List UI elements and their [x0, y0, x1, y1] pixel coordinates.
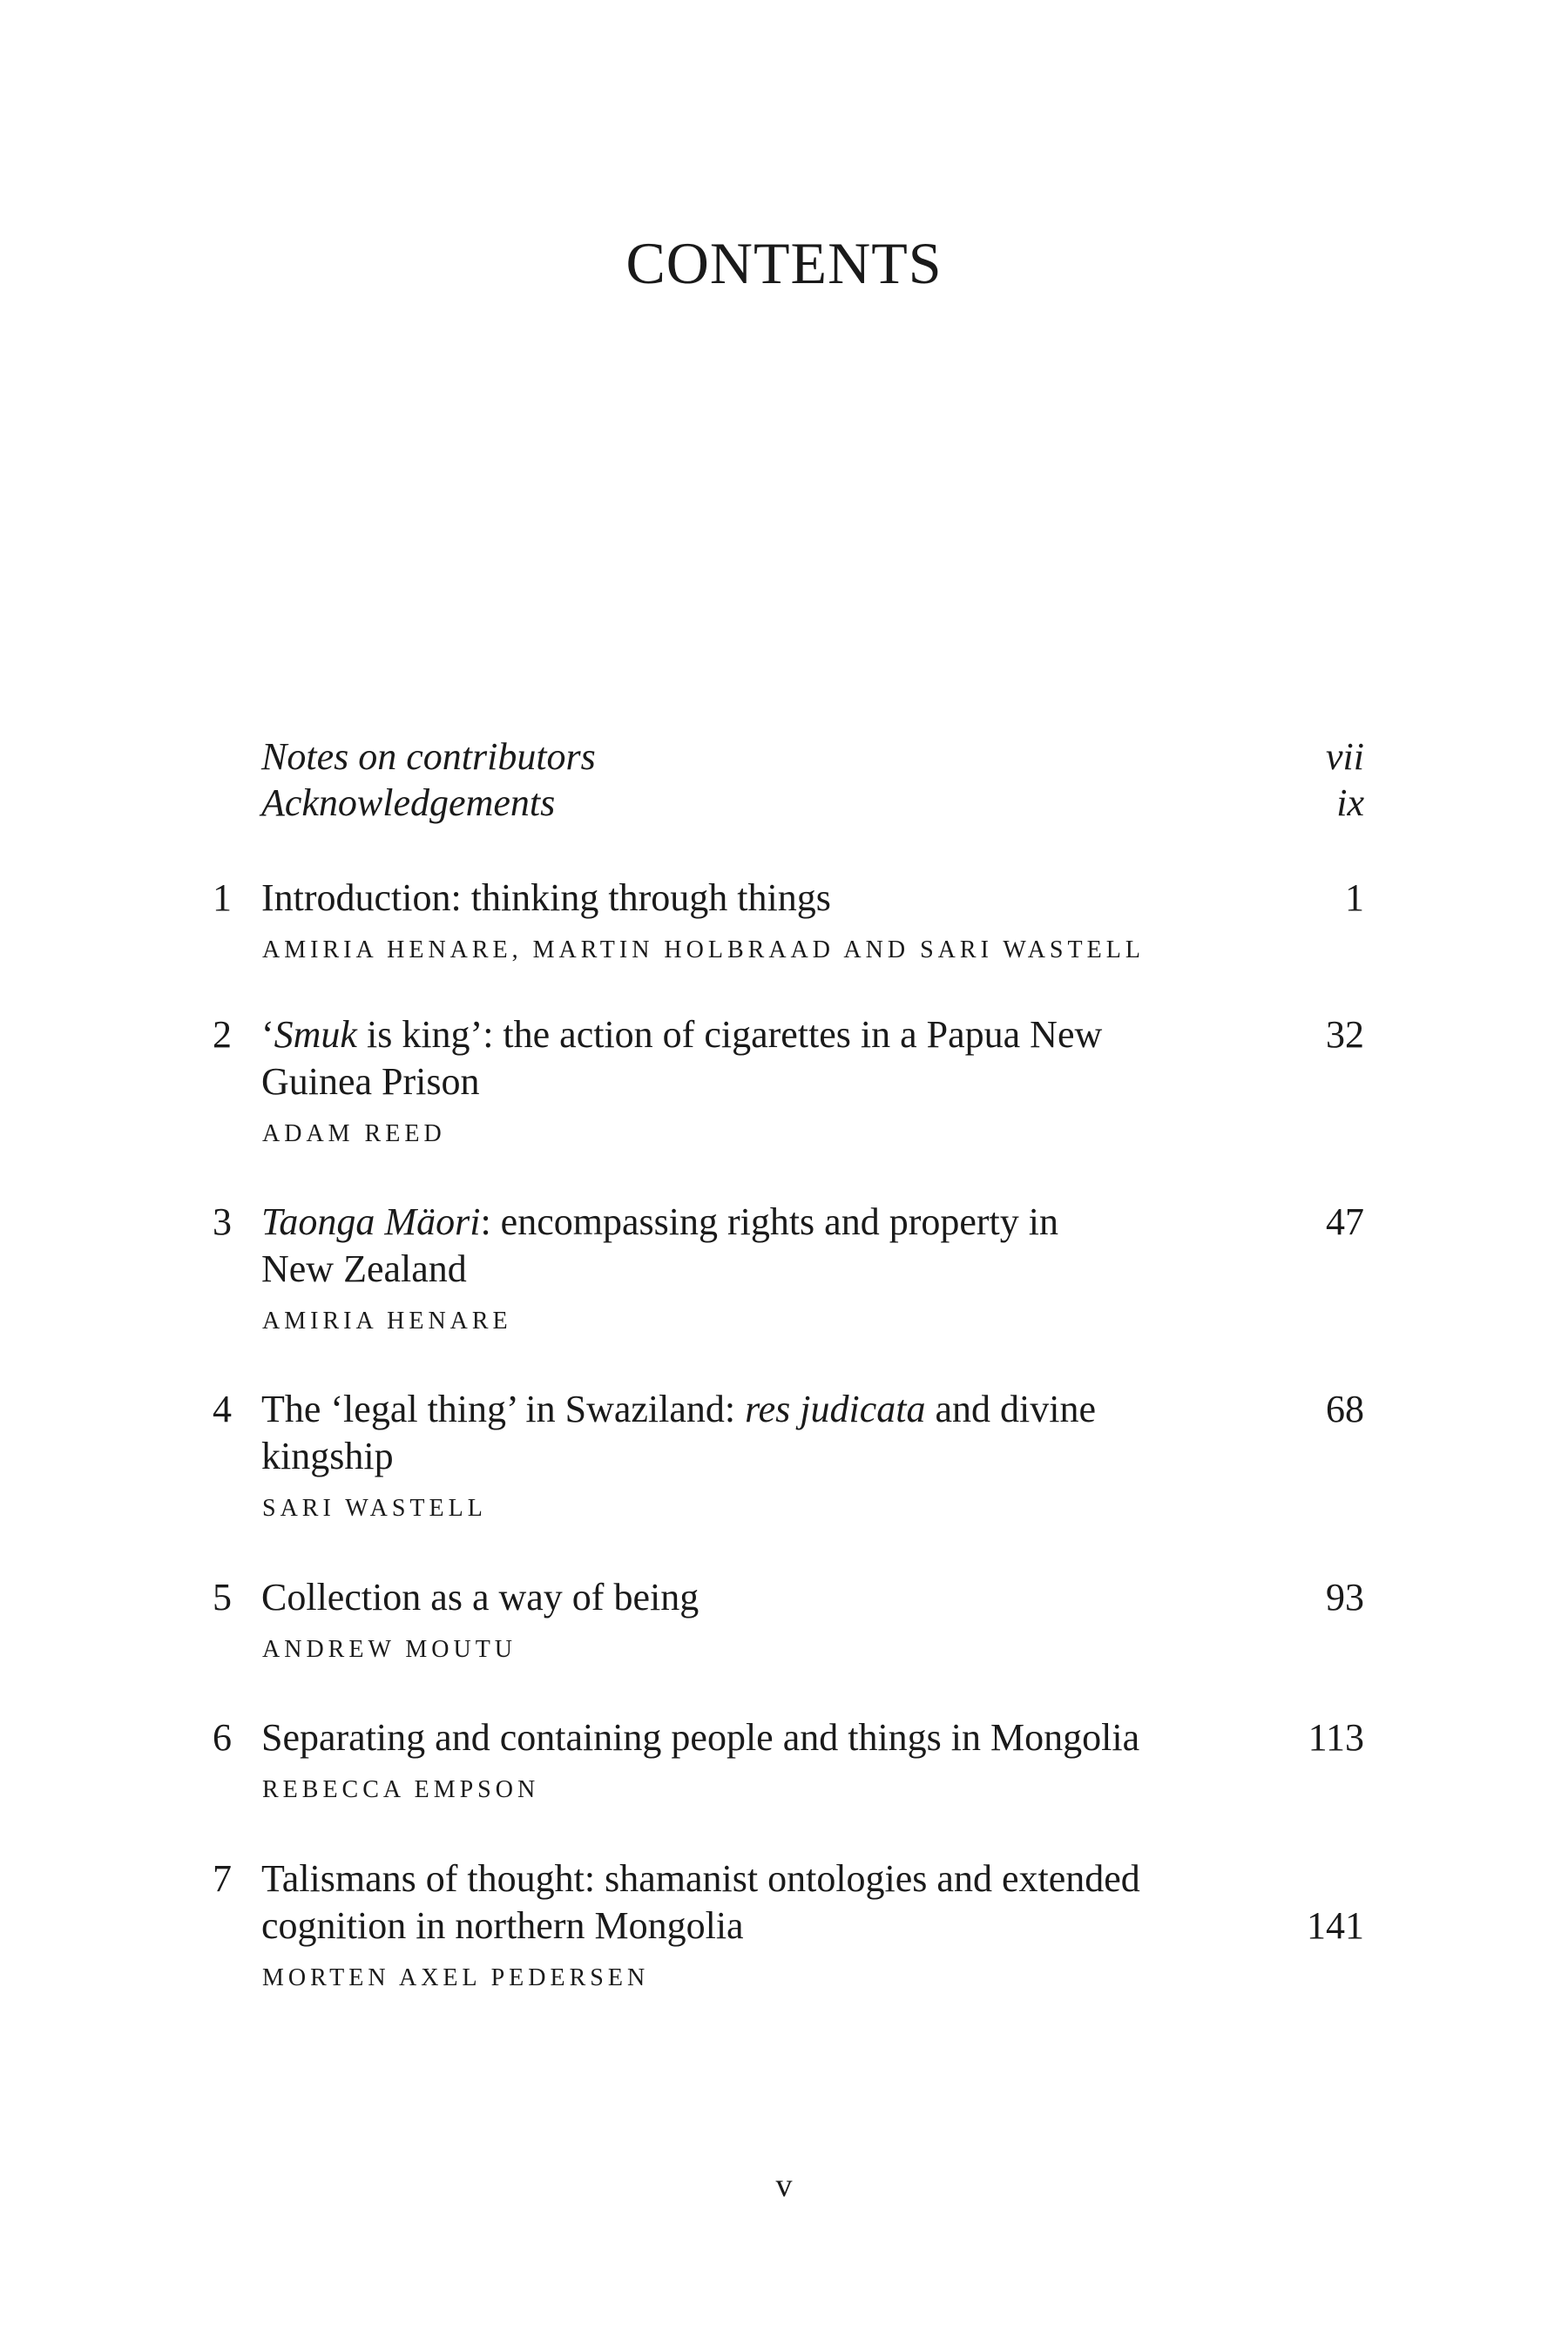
chapter-title: Collection as a way of being [261, 1576, 700, 1619]
chapter-number: 4 [213, 1388, 232, 1430]
chapter-number: 5 [213, 1576, 232, 1619]
chapter-page: 113 [1308, 1716, 1364, 1759]
chapter-title: Taonga Mäori: encompassing rights and property in New Zealand [261, 1200, 1058, 1290]
entry-page: vii [1326, 735, 1364, 778]
chapter-page: 68 [1326, 1388, 1364, 1430]
chapter-title: Introduction: thinking through things [261, 876, 831, 919]
chapter-page: 1 [1345, 876, 1364, 919]
entry-title: Acknowledgements [261, 781, 556, 824]
chapter-page: 47 [1326, 1200, 1364, 1243]
chapter-title: Talismans of thought: shamanist ontologies and extended cognition in northern Mongolia [261, 1857, 1140, 1947]
chapter-title: The ‘legal thing’ in Swaziland: res judicata and divine kingship [261, 1388, 1097, 1477]
chapter-author: REBECCA EMPSON [262, 1776, 540, 1803]
chapter-page: 141 [1307, 1904, 1364, 1947]
chapter-author: MORTEN AXEL PEDERSEN [262, 1964, 650, 1991]
chapter-author: AMIRIA HENARE [262, 1308, 512, 1335]
chapter-number: 3 [213, 1200, 232, 1243]
chapter-title: ‘Smuk is king’: the action of cigarettes in a Papua New Guinea Prison [261, 1013, 1103, 1103]
chapter-number: 6 [213, 1716, 232, 1759]
chapter-number: 2 [213, 1013, 232, 1056]
entry-title: Notes on contributors [261, 735, 596, 778]
chapter-author: ADAM REED [262, 1120, 446, 1147]
chapter-number: 7 [213, 1857, 232, 1900]
chapter-title: Separating and containing people and things in Mongolia [261, 1716, 1140, 1759]
entry-page: ix [1336, 781, 1364, 824]
chapter-author: AMIRIA HENARE, MARTIN HOLBRAAD AND SARI WASTELL [262, 936, 1145, 963]
chapter-page: 32 [1326, 1013, 1364, 1056]
chapter-author: ANDREW MOUTU [262, 1636, 517, 1663]
page-title: CONTENTS [625, 230, 943, 296]
chapter-author: SARI WASTELL [262, 1495, 487, 1522]
chapter-page: 93 [1326, 1576, 1364, 1619]
page-number: v [775, 2167, 793, 2204]
chapter-number: 1 [213, 876, 232, 919]
